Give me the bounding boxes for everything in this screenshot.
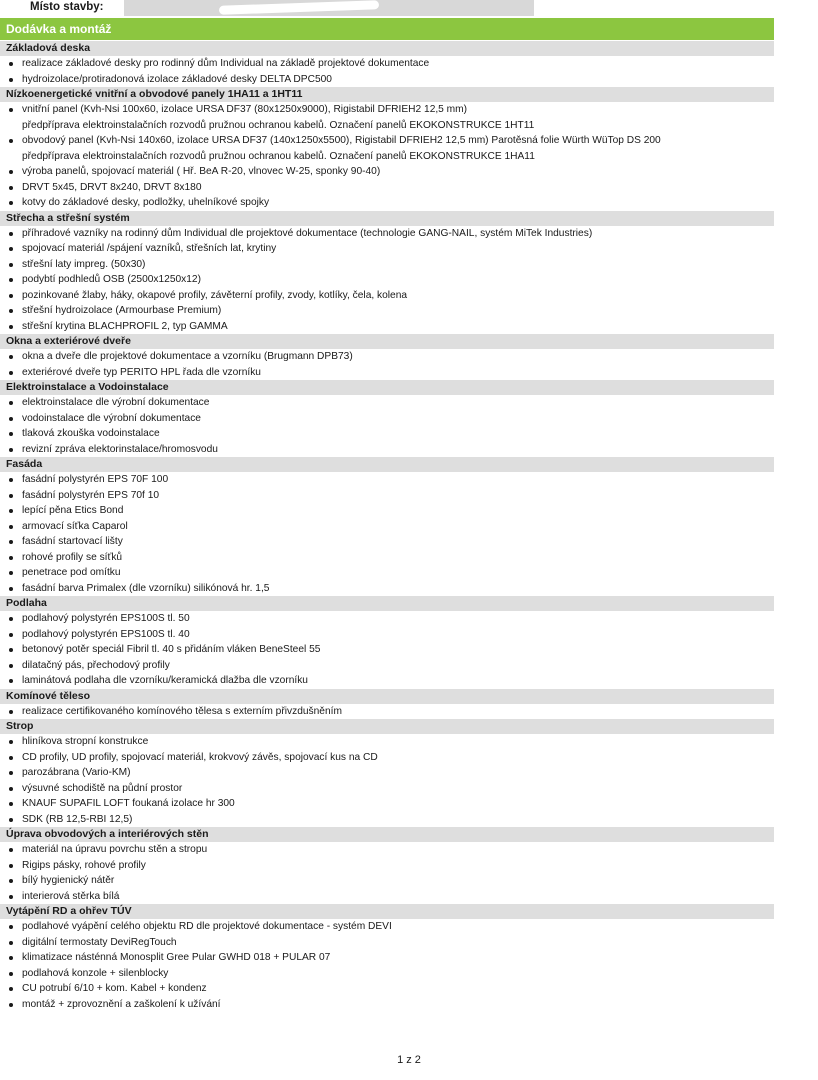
bullet-icon — [9, 540, 13, 544]
bullet-icon — [9, 494, 13, 498]
list-item-text: fasádní startovací lišty — [22, 536, 123, 547]
bullet-icon — [9, 432, 13, 436]
list-item — [0, 611, 774, 627]
list-item-text: předpříprava elektroinstalačních rozvodů pružnou ochranou kabelů. Označení panelů EKOKONSTRUKCE 1HT11 — [22, 119, 535, 131]
list-item-text: kotvy do základové desky, podložky, uhelníkové spojky — [22, 197, 270, 208]
list-item-text: betonový potěr speciál Fibril tl. 40 s přidáním vláken BeneSteel 55 — [22, 644, 321, 655]
section-header: Okna a exteriérové dveře — [0, 334, 774, 349]
list-item-text: hliníkova stropní konstrukce — [22, 736, 149, 747]
site-label: Místo stavby: — [30, 1, 104, 13]
list-item-text: střešní krytina BLACHPROFIL 2, typ GAMMA — [22, 320, 228, 332]
list-item — [0, 873, 774, 889]
list-item-text: fasádní barva Primalex (dle vzorníku) silikónová hr. 1,5 — [22, 582, 270, 594]
section-header: Elektroinstalace a Vodoinstalace — [0, 380, 774, 395]
bullet-icon — [9, 571, 13, 575]
bullet-icon — [9, 710, 13, 714]
list-item-text: podlahový polystyrén EPS100S tl. 50 — [22, 613, 190, 624]
list-item — [0, 272, 774, 288]
bullet-icon — [9, 108, 13, 112]
list-item-text: spojovací materiál /spájení vazníků, střešních lat, krytiny — [22, 243, 277, 254]
bullet-icon — [9, 401, 13, 405]
bullet-icon — [9, 509, 13, 513]
bullet-icon — [9, 232, 13, 236]
list-item — [0, 472, 774, 488]
bullet-icon — [9, 1003, 13, 1007]
bullet-icon — [9, 941, 13, 945]
list-item-continuation — [0, 118, 774, 134]
list-item — [0, 997, 774, 1013]
section-header: Strop — [0, 719, 774, 734]
bullet-icon — [9, 186, 13, 190]
bullet-icon — [9, 617, 13, 621]
list-item — [0, 303, 774, 319]
bullet-icon — [9, 263, 13, 267]
page-number: 1 z 2 — [397, 1054, 421, 1066]
redaction-mark — [219, 0, 379, 15]
bullet-icon — [9, 201, 13, 205]
list-item — [0, 442, 774, 458]
list-item — [0, 919, 774, 935]
list-item — [0, 673, 774, 689]
section-header: Nízkoenergetické vnitřní a obvodové panely 1HA11 a 1HT11 — [0, 87, 774, 102]
bullet-icon — [9, 679, 13, 683]
list-item-text: montáž + zprovoznění a zaškolení k užívání — [22, 998, 221, 1010]
list-item — [0, 889, 774, 905]
bullet-icon — [9, 247, 13, 251]
list-item — [0, 704, 774, 720]
list-item-text: elektroinstalace dle výrobní dokumentace — [22, 397, 210, 408]
bullet-icon — [9, 355, 13, 359]
list-item-text: vnitřní panel (Kvh-Nsi 100x60, izolace URSA DF37 (80x1250x9000), Rigistabil DFRIEH2 12,5 mm) — [22, 104, 468, 115]
bullet-icon — [9, 879, 13, 883]
site-value-field — [124, 0, 534, 16]
section-header: Komínové těleso — [0, 689, 774, 704]
section-header: Základová deska — [0, 41, 774, 56]
bullet-icon — [9, 294, 13, 298]
list-item-text: příhradové vazníky na rodinný dům Individual dle projektové dokumentace (technologie GANG-NAIL, systém MiTek Industries) — [22, 227, 593, 239]
bullet-icon — [9, 278, 13, 282]
list-item — [0, 488, 774, 504]
list-item — [0, 565, 774, 581]
bullet-icon — [9, 848, 13, 852]
bullet-icon — [9, 895, 13, 899]
bullet-icon — [9, 787, 13, 791]
list-item — [0, 226, 774, 242]
list-item-text: okna a dveře dle projektové dokumentace a vzorníku (Brugmann DPB73) — [22, 351, 353, 362]
list-item-text: střešní hydroizolace (Armourbase Premium) — [22, 305, 222, 316]
bullet-icon — [9, 864, 13, 868]
bullet-icon — [9, 972, 13, 976]
list-item — [0, 734, 774, 750]
bullet-icon — [9, 802, 13, 806]
list-item-text: penetrace pod omítku — [22, 567, 121, 578]
list-item-text: interierová stěrka bílá — [22, 890, 120, 902]
list-item-text: KNAUF SUPAFIL LOFT foukaná izolace hr 300 — [22, 798, 235, 809]
list-item-text: materiál na úpravu povrchu stěn a stropu — [22, 844, 208, 855]
bullet-icon — [9, 756, 13, 760]
list-item-text: revizní zpráva elektorinstalace/hromosvodu — [22, 443, 218, 455]
spec-content — [0, 41, 774, 1012]
list-item — [0, 658, 774, 674]
bullet-icon — [9, 771, 13, 775]
bullet-icon — [9, 956, 13, 960]
bullet-icon — [9, 448, 13, 452]
list-item-text: podlahové vyápění celého objektu RD dle projektové dokumentace - systém DEVI — [22, 921, 392, 932]
list-item-text: Rigips pásky, rohové profily — [22, 859, 146, 871]
list-item — [0, 966, 774, 982]
section-header: Úprava obvodových a interiérových stěn — [0, 827, 774, 842]
list-item-text: klimatizace násténná Monosplit Gree Pular GWHD 018 + PULAR 07 — [22, 952, 331, 963]
list-item — [0, 72, 774, 88]
list-item-continuation — [0, 149, 774, 165]
list-item — [0, 935, 774, 951]
bullet-icon — [9, 987, 13, 991]
list-item-text: tlaková zkouška vodoinstalace — [22, 428, 160, 439]
list-item — [0, 534, 774, 550]
list-item — [0, 765, 774, 781]
list-item — [0, 642, 774, 658]
list-item-text: realizace certifikovaného komínového tělesa s externím přivzdušněním — [22, 705, 342, 717]
list-item-text: podlahový polystyrén EPS100S tl. 40 — [22, 628, 190, 640]
list-item-text: parozábrana (Vario-KM) — [22, 767, 131, 778]
bullet-icon — [9, 62, 13, 66]
list-item-text: rohové profily se síťků — [22, 551, 123, 563]
list-item — [0, 519, 774, 535]
list-item-text: vodoinstalace dle výrobní dokumentace — [22, 412, 201, 424]
list-item — [0, 319, 774, 335]
list-item-text: střešní laty impreg. (50x30) — [22, 258, 146, 270]
list-item-text: digitální termostaty DeviRegTouch — [22, 936, 177, 948]
section-header: Střecha a střešní systém — [0, 211, 774, 226]
bullet-icon — [9, 309, 13, 313]
bullet-icon — [9, 648, 13, 652]
list-item — [0, 796, 774, 812]
list-item-text: laminátová podlaha dle vzorníku/keramická dlažba dle vzorníku — [22, 675, 308, 686]
list-item — [0, 395, 774, 411]
list-item-text: předpříprava elektroinstalačních rozvodů pružnou ochranou kabelů. Označení panelů EKOKONSTRUKCE 1HA11 — [22, 150, 535, 162]
bullet-icon — [9, 587, 13, 591]
list-item-text: dilatačný pás, přechodový profily — [22, 659, 170, 671]
banner-title: Dodávka a montáž — [6, 22, 112, 36]
list-item — [0, 349, 774, 365]
list-item — [0, 164, 774, 180]
list-item-text: lepící pěna Etics Bond — [22, 505, 124, 516]
list-item — [0, 627, 774, 643]
list-item-text: fasádní polystyrén EPS 70F 100 — [22, 474, 169, 485]
list-item-text: fasádní polystyrén EPS 70f 10 — [22, 489, 160, 501]
bullet-icon — [9, 325, 13, 329]
list-item-text: realizace základové desky pro rodinný dům Individual na základě projektové dokumentace — [22, 58, 430, 69]
list-item — [0, 842, 774, 858]
list-item-text: výsuvné schodiště na půdní prostor — [22, 782, 183, 794]
section-header: Vytápění RD a ohřev TÚV — [0, 904, 774, 919]
list-item — [0, 180, 774, 196]
list-item — [0, 550, 774, 566]
list-item — [0, 365, 774, 381]
bullet-icon — [9, 818, 13, 822]
bullet-icon — [9, 417, 13, 421]
list-item — [0, 257, 774, 273]
section-banner — [0, 18, 774, 40]
list-item — [0, 411, 774, 427]
list-item-text: hydroizolace/protiradonová izolace základové desky DELTA DPC500 — [22, 73, 332, 85]
list-item — [0, 950, 774, 966]
list-item — [0, 426, 774, 442]
bullet-icon — [9, 740, 13, 744]
list-item-text: bílý hygienický nátěr — [22, 875, 115, 886]
bullet-icon — [9, 371, 13, 375]
bullet-icon — [9, 78, 13, 82]
list-item — [0, 288, 774, 304]
list-item-text: CU potrubí 6/10 + kom. Kabel + kondenz — [22, 983, 207, 994]
list-item-text: armovací síťka Caparol — [22, 520, 128, 532]
list-item-text: pozinkované žlaby, háky, okapové profily, závěterní profily, zvody, kotlíky, čela, kolena — [22, 289, 408, 301]
list-item — [0, 195, 774, 211]
bullet-icon — [9, 556, 13, 560]
list-item-text: obvodový panel (Kvh-Nsi 140x60, izolace URSA DF37 (140x1250x5500), Rigistabil DFRIEH2 12,5 mm) Parotěsná folie Würth WüTop DS 200 — [22, 135, 661, 146]
list-item — [0, 241, 774, 257]
bullet-icon — [9, 170, 13, 174]
bullet-icon — [9, 525, 13, 529]
section-header: Podlaha — [0, 596, 774, 611]
list-item-text: SDK (RB 12,5-RBI 12,5) — [22, 813, 133, 825]
list-item-text: exteriérové dveře typ PERITO HPL řada dle vzorníku — [22, 366, 261, 378]
list-item — [0, 503, 774, 519]
bullet-icon — [9, 478, 13, 482]
list-item — [0, 781, 774, 797]
list-item — [0, 750, 774, 766]
bullet-icon — [9, 664, 13, 668]
bullet-icon — [9, 633, 13, 637]
bullet-icon — [9, 925, 13, 929]
list-item — [0, 133, 774, 149]
list-item — [0, 56, 774, 72]
list-item-text: CD profily, UD profily, spojovací materiál, krokvový závěs, spojovací kus na CD — [22, 751, 378, 763]
list-item — [0, 581, 774, 597]
list-item — [0, 858, 774, 874]
list-item — [0, 812, 774, 828]
bullet-icon — [9, 139, 13, 143]
list-item-text: podybtí podhledů OSB (2500x1250x12) — [22, 274, 201, 285]
list-item-text: podlahová konzole + silenblocky — [22, 967, 169, 979]
list-item-text: výroba panelů, spojovací materiál ( Hř. BeA R-20, vlnovec W-25, sponky 90-40) — [22, 166, 381, 177]
section-header: Fasáda — [0, 457, 774, 472]
list-item-text: DRVT 5x45, DRVT 8x240, DRVT 8x180 — [22, 181, 202, 193]
site-row — [0, 0, 818, 16]
list-item — [0, 981, 774, 997]
list-item — [0, 102, 774, 118]
